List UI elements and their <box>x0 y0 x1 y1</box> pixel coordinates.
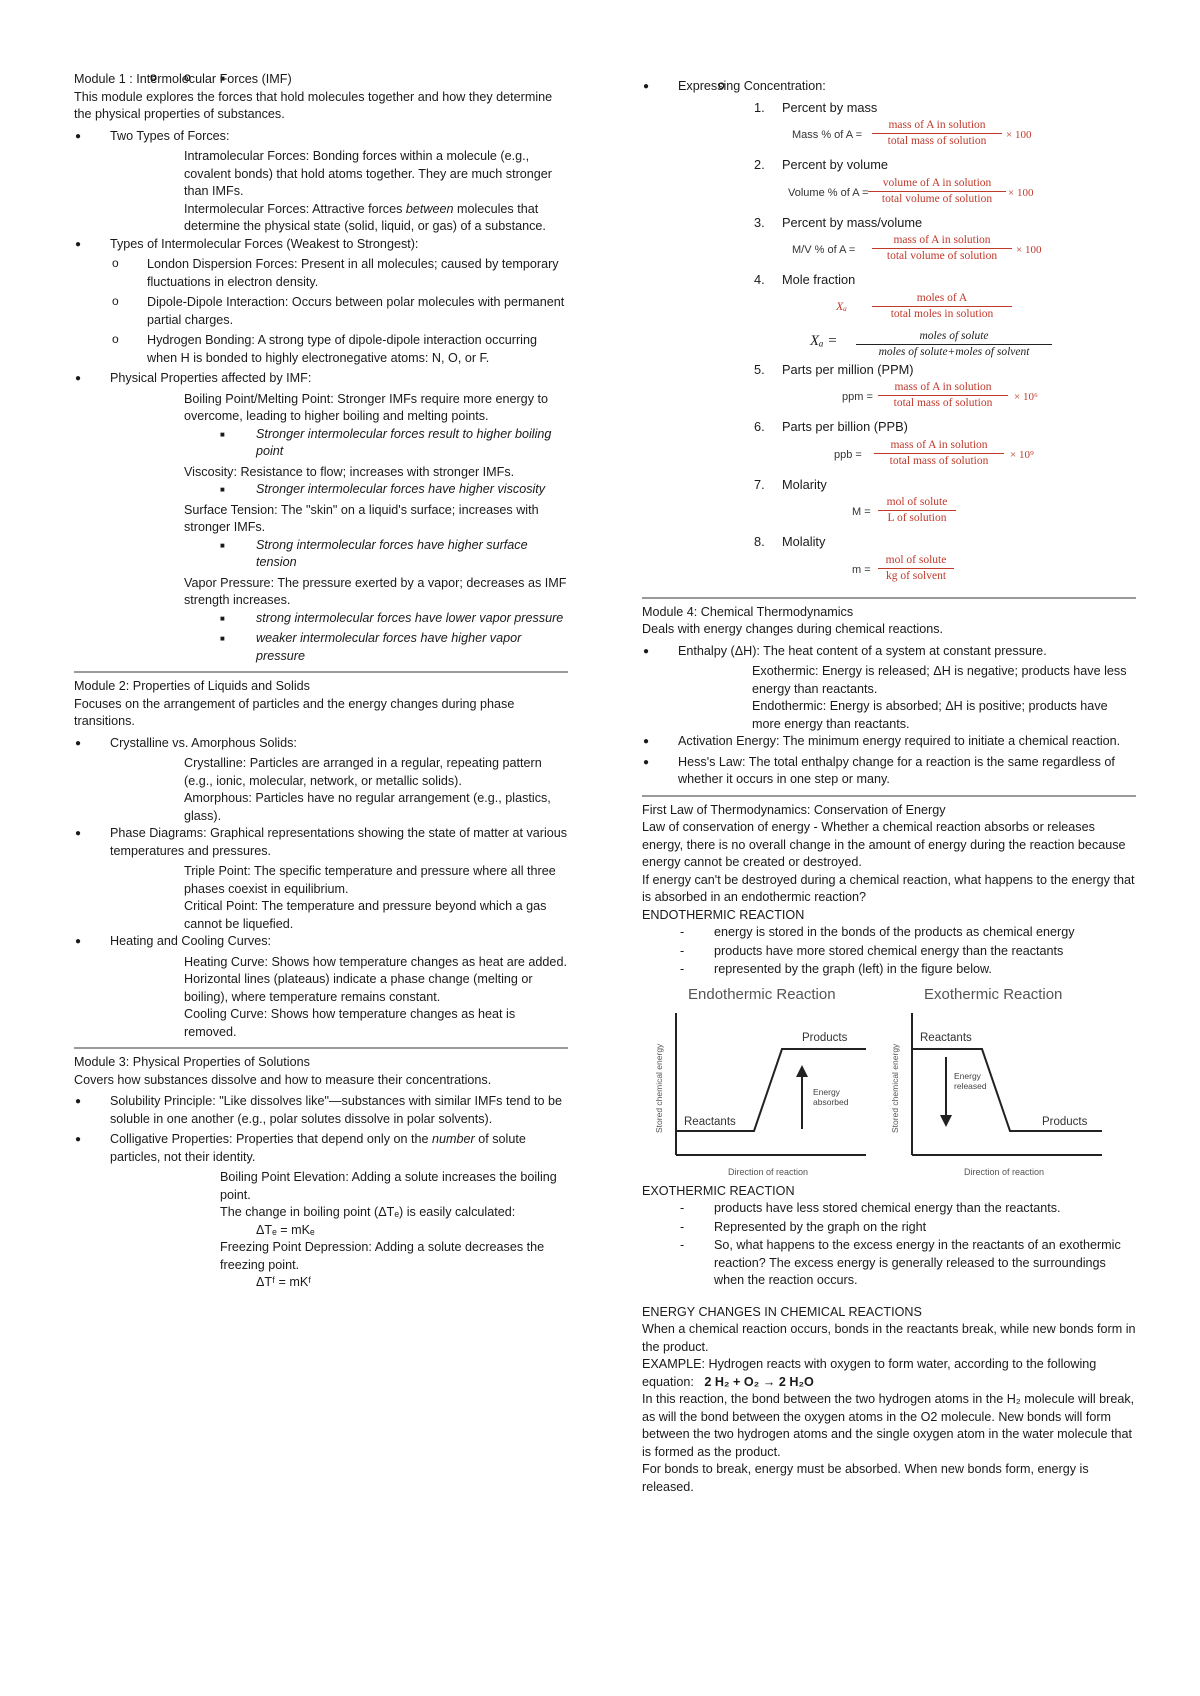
denominator: total volume of solution <box>886 250 998 262</box>
module2-title: Module 2: Properties of Liquids and Solids <box>74 679 310 693</box>
endothermic-graph <box>654 986 866 1177</box>
numerator: volume of A in solution <box>868 176 1006 192</box>
right-column <box>642 78 1136 1496</box>
intramolecular-item: o Intramolecular Forces: Bonding forces within a molecule (e.g., covalent bonds) that hold atoms together. They are much stronger than IMFs. <box>74 148 568 201</box>
mole-fraction-lhs: Xₐ = <box>810 332 838 349</box>
intermolecular-text-b: molecules that determine the physical state (solid, liquid, or gas) of a substance. <box>184 201 546 233</box>
module3-intro: Covers how substances dissolve and how to measure their concentrations. <box>74 1072 492 1087</box>
item-number: 2. <box>754 157 765 172</box>
concentration-item <box>642 533 1136 551</box>
item-label: Percent by mass/volume <box>782 214 923 230</box>
formula-fraction <box>878 380 1008 411</box>
endothermic-item: o Endothermic: Energy is absorbed; ΔH is positive; products have more energy than reactants. <box>642 698 1136 733</box>
y-axis-label: Stored chemical energy <box>890 1043 900 1133</box>
numerator: mass of A in solution <box>878 380 1008 396</box>
divider <box>74 1047 568 1049</box>
item-label: Percent by volume <box>782 157 888 172</box>
law-question: If energy can't be destroyed during a chemical reaction, what happens to the energy that is absorbed in an endothermic reaction? <box>642 872 1135 904</box>
formula <box>642 551 1136 589</box>
cryst-vs-item: ● Crystalline vs. Amorphous Solids: <box>74 735 568 753</box>
energy-p3: For bonds to break, energy must be absorbed. When new bonds form, energy is released. <box>642 1462 1089 1494</box>
formula-fraction <box>878 553 954 584</box>
law-body: Law of conservation of energy - Whether a chemical reaction absorbs or releases energy, there is no overall change in the amount of energy during the reaction because energy cannot be created or destroyed. <box>642 820 1126 869</box>
item-label: Percent by mass <box>782 99 878 115</box>
products-label: Products <box>802 1031 848 1044</box>
item-number: 3. <box>754 214 765 230</box>
formula-fraction <box>878 495 956 526</box>
formula-fraction <box>872 233 1012 264</box>
item-number: 6. <box>754 419 765 434</box>
formula-fraction <box>872 291 1012 322</box>
energy-absorbed-label-2: absorbed <box>813 1096 849 1107</box>
formula <box>642 116 1136 154</box>
reactants-label: Reactants <box>920 1031 972 1044</box>
concentration-heading: ● Expressing Concentration: <box>642 78 1136 96</box>
enthalpy-item: ● Enthalpy (ΔH): The heat content of a system at constant pressure. <box>642 643 1136 661</box>
concentration-item <box>642 418 1136 436</box>
dipole-item: o Dipole-Dipole Interaction: Occurs between polar molecules with permanent partial charges. <box>74 294 568 329</box>
formula-lhs: ppm = <box>842 391 873 403</box>
multiplier: × 10⁹ <box>1010 448 1034 461</box>
item-label: Mole fraction <box>782 272 856 287</box>
activation-item: ● Activation Energy: The minimum energy required to initiate a chemical reaction. <box>642 733 1136 751</box>
multiplier: × 100 <box>1006 129 1032 141</box>
exo-point: - products have less stored chemical energy than the reactants. <box>642 1200 1136 1218</box>
formula <box>642 174 1136 212</box>
crystalline-item: o Crystalline: Particles are arranged in a regular, repeating pattern (e.g., ionic, molecular, network, or metallic solids). <box>74 755 568 790</box>
boiling-point-note: ■ Stronger intermolecular forces result to higher boiling point <box>74 426 568 461</box>
module4-intro: Deals with energy changes during chemical reactions. <box>642 622 944 636</box>
concentration-item <box>642 99 1136 117</box>
endo-point: - energy is stored in the bonds of the products as chemical energy <box>642 924 1136 942</box>
colligative-item <box>74 1131 568 1166</box>
exo-heading: EXOTHERMIC REACTION <box>642 1183 795 1198</box>
energy-p1: When a chemical reaction occurs, bonds in the reactants break, while new bonds form in the product. <box>642 1322 1136 1354</box>
energy-example-text: EXAMPLE: Hydrogen reacts with oxygen to form water, according to the following equation: <box>642 1357 1097 1389</box>
denominator: L of solution <box>887 512 947 524</box>
energy-p2: In this reaction, the bond between the two hydrogen atoms in the H₂ molecule will break, as will the bond between the oxygen atoms in the O2 molecule. New bonds will form between the two hydrogen atoms and the single oxygen atom in the water molecule that is formed as the product. <box>642 1392 1135 1459</box>
item-number: 5. <box>754 361 765 377</box>
module3-title: Module 3: Physical Properties of Solutions <box>74 1055 310 1069</box>
concentration-item <box>642 476 1136 494</box>
formula-lhs: Xₐ <box>836 298 847 313</box>
phys-props-item: ● Physical Properties affected by IMF: <box>74 370 568 388</box>
module1-intro: This module explores the forces that hold molecules together and how they determine the physical properties of substances. <box>74 89 553 121</box>
divider <box>642 597 1136 599</box>
concentration-item <box>642 361 1136 379</box>
intermolecular-text-a: Intermolecular Forces: Attractive forces <box>184 201 406 216</box>
denominator: total mass of solution <box>893 397 993 409</box>
item-number: 4. <box>754 272 765 287</box>
numerator: mass of A in solution <box>872 118 1002 134</box>
energy-heading: ENERGY CHANGES IN CHEMICAL REACTIONS <box>642 1304 922 1319</box>
surface-tension-item: o Surface Tension: The "skin" on a liquid's surface; increases with stronger IMFs. <box>74 502 568 537</box>
concentration-item <box>642 156 1136 174</box>
item-number: 7. <box>754 476 765 492</box>
vapor-pressure-note-2: ■ weaker intermolecular forces have higher vapor pressure <box>74 630 568 665</box>
formula-lhs: Mass % of A = <box>792 129 863 141</box>
endo-heading: ENDOTHERMIC REACTION <box>642 907 805 922</box>
divider <box>74 671 568 673</box>
london-item: o London Dispersion Forces: Present in all molecules; caused by temporary fluctuations in electron density. <box>74 256 568 291</box>
fpd-item: o Freezing Point Depression: Adding a solute decreases the freezing point. <box>74 1239 568 1274</box>
viscosity-note: ■ Stronger intermolecular forces have higher viscosity <box>74 481 568 499</box>
vapor-pressure-note-1: ■ strong intermolecular forces have lower vapor pressure <box>74 610 568 628</box>
denominator: total mass of solution <box>887 135 987 147</box>
multiplier: × 100 <box>1016 244 1042 256</box>
down-arrow-icon <box>940 1115 952 1127</box>
denominator: total moles in solution <box>890 307 994 320</box>
x-axis-label: Direction of reaction <box>964 1166 1045 1177</box>
mole-fraction-formula <box>642 327 1136 359</box>
module2-intro: Focuses on the arrangement of particles and the energy changes during phase transitions. <box>74 696 515 728</box>
concentration-item <box>642 214 1136 232</box>
concentration-list <box>642 99 1136 589</box>
intermolecular-item <box>74 201 568 236</box>
multiplier: × 10⁶ <box>1014 391 1038 403</box>
numerator: mass of A in solution <box>872 233 1012 249</box>
item-label: Molality <box>782 534 826 549</box>
item-label: Molarity <box>782 476 827 492</box>
numerator: mol of solute <box>878 553 954 569</box>
formula-lhs: M/V % of A = <box>792 244 856 256</box>
intermolecular-text-em: between <box>405 201 454 216</box>
left-column <box>74 70 568 1292</box>
formula-lhs: m = <box>852 563 871 576</box>
numerator: mol of solute <box>878 495 956 511</box>
exothermic-item: o Exothermic: Energy is released; ΔH is negative; products have less energy than reactants. <box>642 663 1136 698</box>
divider <box>642 795 1136 797</box>
formula <box>642 378 1136 416</box>
formula-lhs: Volume % of A = <box>788 186 869 199</box>
heat-cool-item: ● Heating and Cooling Curves: <box>74 933 568 951</box>
colligative-text-a: Colligative Properties: Properties that depend only on the <box>110 1132 433 1146</box>
formula-fraction <box>868 176 1006 207</box>
formula <box>642 493 1136 531</box>
cooling-curve-item: o Cooling Curve: Shows how temperature changes as heat is removed. <box>74 1006 568 1041</box>
numerator: mass of A in solution <box>874 438 1004 454</box>
surface-tension-note: ■ Strong intermolecular forces have higher surface tension <box>74 537 568 572</box>
boiling-point-item: o Boiling Point/Melting Point: Stronger IMFs require more energy to overcome, leading to higher boiling and melting points. <box>74 391 568 426</box>
types-imf-item: ● Types of Intermolecular Forces (Weakest to Strongest): <box>74 236 568 254</box>
exo-point: - So, what happens to the excess energy in the reactants of an exothermic reaction? The excess energy is generally released to the surroundings when the reaction occurs. <box>642 1237 1136 1290</box>
x-axis-label: Direction of reaction <box>728 1166 809 1177</box>
bpe-item: o Boiling Point Elevation: Adding a solute increases the boiling point. <box>74 1169 568 1204</box>
y-axis-label: Stored chemical energy <box>654 1043 664 1133</box>
reactants-label: Reactants <box>684 1115 736 1128</box>
products-label: Products <box>1042 1115 1088 1128</box>
exo-point: - Represented by the graph on the right <box>642 1219 1136 1237</box>
numerator: moles of A <box>872 291 1012 307</box>
formula <box>642 231 1136 269</box>
endothermic-title: Endothermic Reaction <box>688 985 836 1003</box>
module4-title: Module 4: Chemical Thermodynamics <box>642 604 854 619</box>
module1-title: Module 1 : Intermolecular Forces (IMF) <box>74 72 292 86</box>
viscosity-item: o Viscosity: Resistance to flow; increases with stronger IMFs. <box>74 464 568 482</box>
bpe-equation: ■ ΔTₑ = mKₑ <box>74 1222 568 1240</box>
endo-point: - products have more stored chemical energy than the reactants <box>642 943 1136 961</box>
triple-point-item: o Triple Point: The specific temperature and pressure where all three phases coexist in equilibrium. <box>74 863 568 898</box>
energy-absorbed-label-1: Energy <box>813 1086 840 1097</box>
item-number: 8. <box>754 534 765 549</box>
two-types-item: ● Two Types of Forces: <box>74 128 568 146</box>
hbond-item: o Hydrogen Bonding: A strong type of dipole-dipole interaction occurring when H is bonded to highly electronegative atoms: N, O, or F. <box>74 332 568 367</box>
multiplier: × 100 <box>1008 186 1034 199</box>
hess-item: ● Hess's Law: The total enthalpy change for a reaction is the same regardless of whether it occurs in one step or many. <box>642 754 1136 789</box>
formula-fraction <box>872 118 1002 149</box>
formula <box>642 289 1136 327</box>
amorphous-item: o Amorphous: Particles have no regular arrangement (e.g., plastics, glass). <box>74 790 568 825</box>
colligative-text-b: of solute particles, not their identity. <box>110 1132 526 1164</box>
heating-curve-item: o Heating Curve: Shows how temperature changes as heat are added. Horizontal lines (plateaus) indicate a phase change (melting or boiling), where temperature remains constant. <box>74 954 568 1007</box>
law-title: First Law of Thermodynamics: Conservation of Energy <box>642 802 946 817</box>
formula-fraction <box>874 438 1004 469</box>
vapor-pressure-item: o Vapor Pressure: The pressure exerted by a vapor; decreases as IMF strength increases. <box>74 575 568 610</box>
exothermic-title: Exothermic Reaction <box>924 985 1063 1003</box>
endo-point: - represented by the graph (left) in the figure below. <box>642 961 1136 979</box>
mole-fraction-fraction <box>856 329 1052 360</box>
solubility-item: ● Solubility Principle: "Like dissolves like"—substances with similar IMFs tend to be soluble in one another (e.g., polar solutes dissolve in polar solvents). <box>74 1093 568 1128</box>
up-arrow-icon <box>796 1065 808 1077</box>
denominator: moles of solute+moles of solvent <box>878 345 1030 358</box>
denominator: total volume of solution <box>881 192 993 205</box>
energy-example <box>642 1356 1136 1391</box>
energy-released-label-1: Energy <box>954 1070 981 1081</box>
energy-released-label-2: released <box>954 1080 987 1091</box>
item-label: Parts per million (PPM) <box>782 361 914 377</box>
denominator: total mass of solution <box>889 454 989 467</box>
denominator: kg of solvent <box>885 569 947 582</box>
item-label: Parts per billion (PPB) <box>782 419 908 434</box>
fpd-equation: ■ ΔTᶠ = mKᶠ <box>74 1274 568 1292</box>
bpe-calc-item: o The change in boiling point (ΔTₑ) is easily calculated: <box>74 1204 568 1222</box>
reaction-equation: 2 H₂ + O₂ → 2 H₂O <box>704 1374 814 1389</box>
numerator: moles of solute <box>856 329 1052 345</box>
colligative-text-em: number <box>432 1132 475 1146</box>
formula-lhs: ppb = <box>834 448 862 461</box>
exothermic-graph <box>890 986 1102 1177</box>
formula <box>642 436 1136 474</box>
critical-point-item: o Critical Point: The temperature and pressure beyond which a gas cannot be liquefied. <box>74 898 568 933</box>
formula-lhs: M = <box>852 506 871 518</box>
phase-diagram-item: ● Phase Diagrams: Graphical representations showing the state of matter at various temperatures and pressures. <box>74 825 568 860</box>
concentration-item <box>642 271 1136 289</box>
item-number: 1. <box>754 99 765 115</box>
reaction-energy-figure <box>642 983 1136 1183</box>
